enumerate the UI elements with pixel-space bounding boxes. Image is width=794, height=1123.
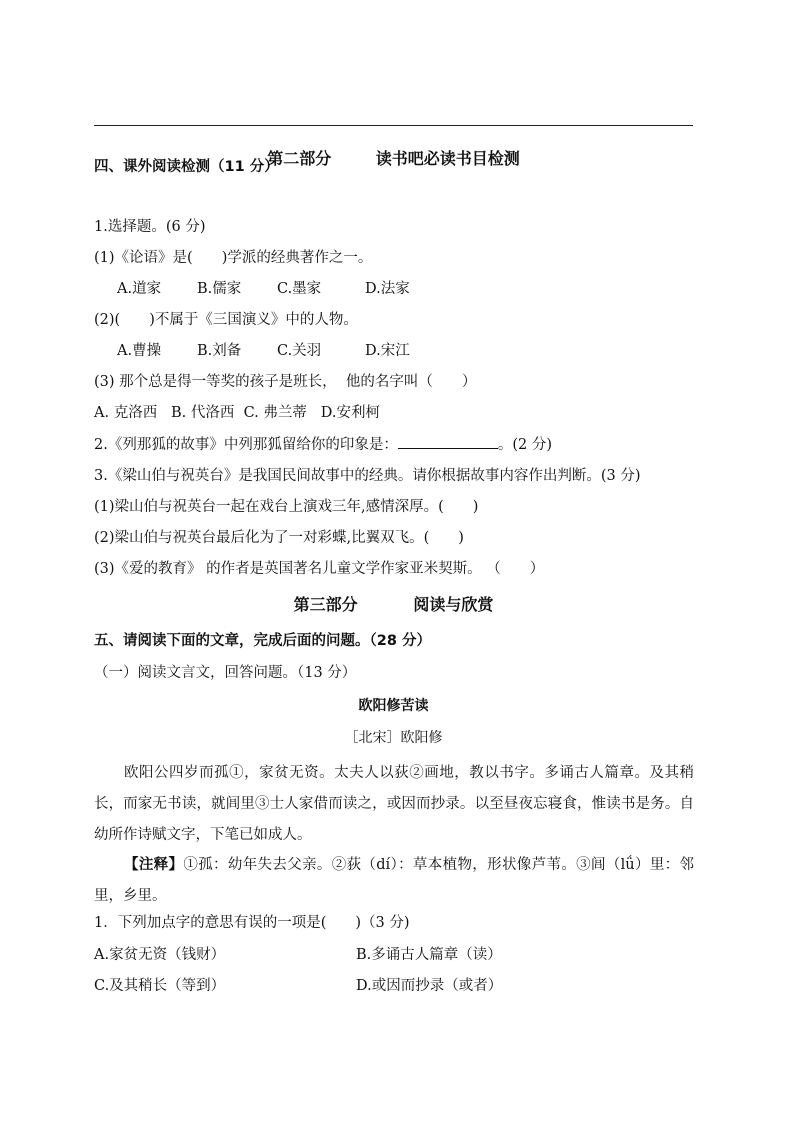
q1-3-options: A. 克洛西 B. 代洛西 C. 弗兰蒂 D.安利柯 bbox=[94, 405, 380, 421]
article-title: 欧阳修苦读 bbox=[358, 698, 429, 714]
q1-1-option-a: A.道家 bbox=[117, 281, 162, 297]
part2-label: 第二部分 bbox=[267, 149, 332, 168]
q1-2-option-d: D.宋江 bbox=[365, 343, 410, 359]
article-author: ［北宋］欧阳修 bbox=[344, 730, 443, 746]
section5-heading: 五、请阅读下面的文章，完成后面的问题。（28 分） bbox=[94, 633, 431, 649]
q1-1-option-d: D.法家 bbox=[365, 281, 410, 297]
s5-q1-option-d: D.或因而抄录（或者） bbox=[356, 978, 503, 994]
article-notes bbox=[94, 850, 694, 912]
q2-prompt: 2.《列那狐的故事》中列那狐留给你的印象是： bbox=[94, 437, 398, 453]
s5-q1-option-b: B.多诵古人篇章（读） bbox=[356, 947, 502, 963]
q1-1: (1)《论语》是( )学派的经典著作之一。 bbox=[94, 250, 373, 266]
note-text: ①孤：幼年失去父亲。②荻（dí）：草本植物，形状像芦苇。③闾（lǘ）里：邻里，乡里。 bbox=[94, 857, 694, 904]
part2-title: 读书吧必读书目检测 bbox=[375, 149, 520, 168]
q3-1: (1)梁山伯与祝英台一起在戏台上演戏三年,感情深厚。( ) bbox=[94, 499, 479, 515]
q1-1-option-b: B.儒家 bbox=[197, 281, 242, 297]
s5-q1-option-a: A.家贫无资（钱财） bbox=[94, 947, 226, 963]
q1-title: 1.选择题。(6 分) bbox=[94, 219, 206, 235]
s5-q1-option-c: C.及其稍长（等到） bbox=[94, 978, 226, 994]
part3-label: 第三部分 bbox=[293, 595, 358, 614]
q2-answer-blank[interactable] bbox=[398, 434, 498, 449]
part3-heading bbox=[94, 594, 693, 616]
q1-2-option-a: A.曹操 bbox=[117, 343, 162, 359]
q1-3: (3) 那个总是得一等奖的孩子是班长， 他的名字叫（ ） bbox=[94, 374, 477, 390]
sub-section-1: （一）阅读文言文，回答问题。（13 分） bbox=[94, 665, 357, 681]
article-body: 欧阳公四岁而孤①，家贫无资。太夫人以荻②画地，教以书字。多诵古人篇章。及其稍长，而家无书读，就闾里③士人家借而读之，或因而抄录。以至昼夜忘寝食，惟读书是务。自幼所作诗赋文字，下笔已如成人。 bbox=[94, 765, 694, 843]
part3-title: 阅读与欣赏 bbox=[413, 595, 494, 614]
q3-2: (2)梁山伯与祝英台最后化为了一对彩蝶,比翼双飞。( ) bbox=[94, 530, 464, 546]
q1-2: (2)( )不属于《三国演义》中的人物。 bbox=[94, 312, 358, 328]
q1-1-option-c: C.墨家 bbox=[277, 281, 322, 297]
s5-q1: 1．下列加点字的意思有误的一项是( )（3 分) bbox=[94, 915, 410, 931]
q2 bbox=[94, 434, 552, 455]
q3-3: (3)《爱的教育》 的作者是英国著名儿童文学作家亚米契斯。 （ ） bbox=[94, 561, 545, 577]
q1-2-option-c: C.关羽 bbox=[277, 343, 322, 359]
header-rule bbox=[94, 125, 693, 126]
note-label: 【注释】 bbox=[124, 857, 184, 873]
q3: 3.《梁山伯与祝英台》是我国民间故事中的经典。请你根据故事内容作出判断。(3 分) bbox=[94, 468, 641, 484]
q1-2-option-b: B.刘备 bbox=[197, 343, 242, 359]
section4-heading: 四、课外阅读检测（11 分） bbox=[94, 159, 279, 175]
q2-points: 。(2 分) bbox=[497, 437, 552, 453]
